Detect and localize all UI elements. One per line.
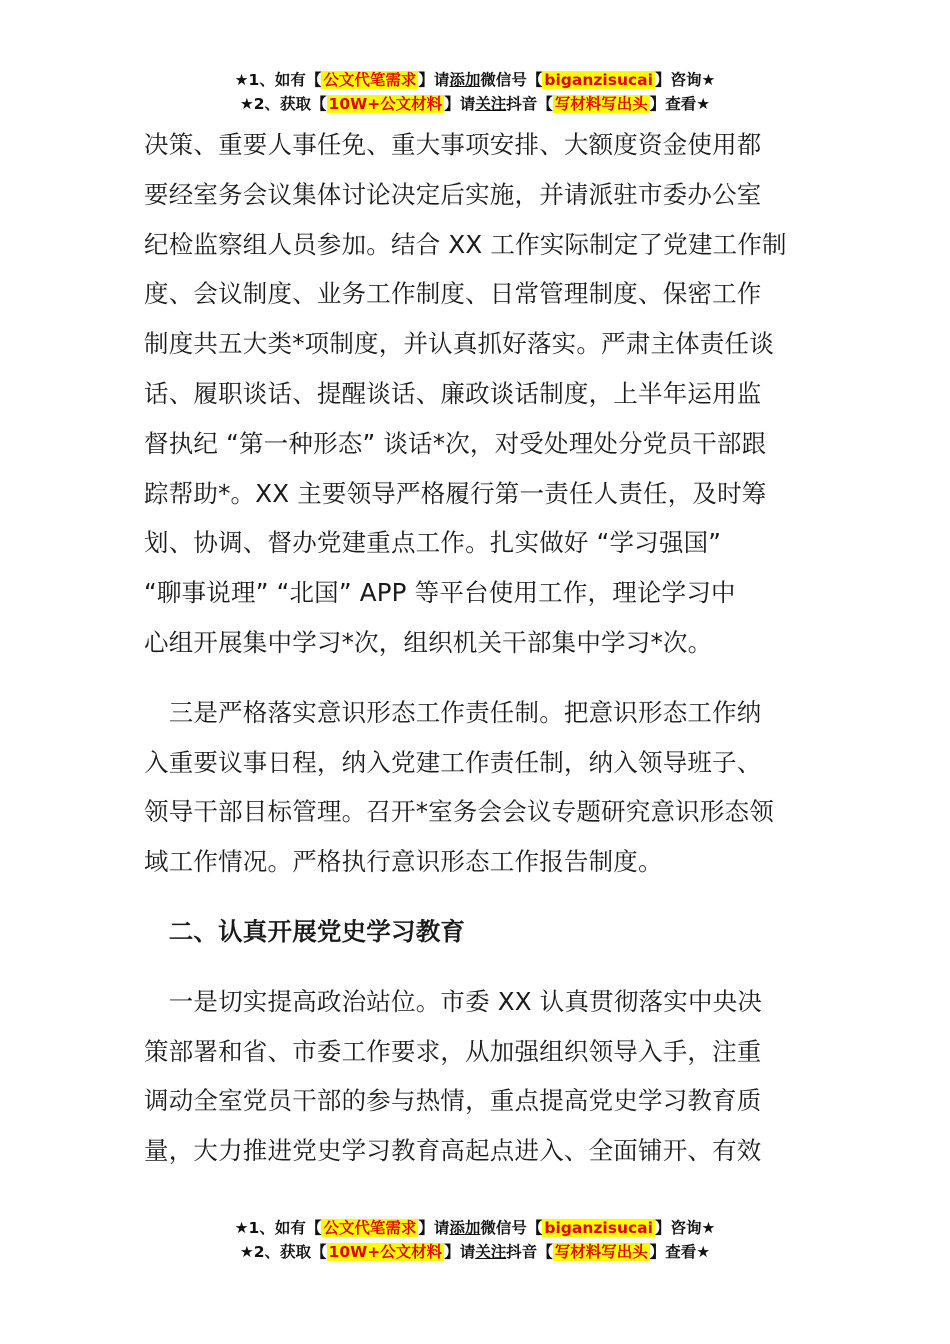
promo-text: 】请 [444,95,476,113]
promo-text: 】请 [418,71,450,89]
text-line: 入重要议事日程，纳入党建工作责任制，纳入领导班子、 [144,747,762,777]
paragraph [144,120,806,668]
promo-emphasis: 关注 [475,95,507,113]
promo-line-1 [0,68,950,92]
text-line: 决策、重要人事任免、重大事项安排、大额度资金使用都 [144,130,762,159]
promo-text: 】咨询★ [654,1219,716,1237]
promo-highlight: biganzisucai [544,71,653,89]
text-line: 量，大力推进党史学习教育高起点进入、全面铺开、有效 [144,1136,762,1166]
promo-text: 微信号【 [480,71,543,89]
promo-highlight: 公文代笔需求 [323,1219,417,1237]
promo-highlight: 公文代笔需求 [323,71,417,89]
promo-emphasis: 添加 [449,71,481,89]
document-body [144,120,806,1176]
paragraph [144,688,806,887]
paragraph-gap [144,957,806,977]
promo-text: ★2、获取【 [239,95,327,113]
promo-text: 微信号【 [480,1219,543,1237]
text-line: 调动全室党员干部的参与热情，重点提高党史学习教育质 [144,1086,762,1116]
text-line: 一是切实提高政治站位。市委 XX 认真贯彻落实中央决 [144,986,763,1016]
promo-highlight: 写材料写出头 [554,1243,648,1261]
promo-highlight: 10W+公文材料 [328,95,443,113]
promo-emphasis: 关注 [475,1243,507,1261]
promo-line-2 [0,1240,950,1264]
paragraph-gap [144,668,806,688]
promo-highlight: 写材料写出头 [554,95,648,113]
text-line: 要经室务会议集体讨论决定后实施，并请派驻市委办公室 [144,179,762,209]
promo-text: 】咨询★ [654,71,716,89]
text-line: 策部署和省、市委工作要求，从加强组织领导入手，注重 [144,1036,762,1066]
text-line: 领导干部目标管理。召开*室务会会议专题研究意识形态领 [144,797,774,827]
text-line: 制度共五大类*项制度，并认真抓好落实。严肃主体责任谈 [144,329,774,359]
promo-text: 】查看★ [649,95,711,113]
promo-text: 】请 [444,1243,476,1261]
promo-text: 抖音【 [506,1243,553,1261]
text-line: 踪帮助*。XX 主要领导严格履行第一责任人责任，及时筹 [144,478,767,508]
promo-line-1 [0,1216,950,1240]
promo-line-2 [0,92,950,116]
promo-emphasis: 添加 [449,1219,481,1237]
promo-banner-top [0,68,950,116]
text-line: 三是严格落实意识形态工作责任制。把意识形态工作纳 [144,697,762,727]
promo-text: 】查看★ [649,1243,711,1261]
text-line: 域工作情况。严格执行意识形态工作报告制度。 [144,847,663,877]
text-line: 纪检监察组人员参加。结合 XX 工作实际制定了党建工作制 [144,229,787,259]
promo-text: 】请 [418,1219,450,1237]
text-line: 话、履职谈话、提醒谈话、廉政谈话制度，上半年运用监 [144,378,762,408]
promo-text: 抖音【 [506,95,553,113]
text-line: 心组开展集中学习*次，组织机关干部集中学习*次。 [144,627,713,657]
text-line: 划、协调、督办党建重点工作。扎实做好 “学习强国” [144,528,722,558]
promo-banner-bottom [0,1216,950,1264]
promo-text: ★1、如有【 [234,71,322,89]
paragraph [144,977,806,1176]
text-line: “聊事说理” “北国” APP 等平台使用工作，理论学习中 [144,578,736,608]
text-line: 度、会议制度、业务工作制度、日常管理制度、保密工作 [144,279,762,309]
paragraph-gap [144,887,806,907]
promo-text: ★1、如有【 [234,1219,322,1237]
promo-text: ★2、获取【 [239,1243,327,1261]
promo-highlight: biganzisucai [544,1219,653,1237]
promo-highlight: 10W+公文材料 [328,1243,443,1261]
section-heading: 二、认真开展党史学习教育 [144,916,466,946]
text-line: 督执纪 “第一种形态” 谈话*次，对受处理处分党员干部跟 [144,428,767,458]
